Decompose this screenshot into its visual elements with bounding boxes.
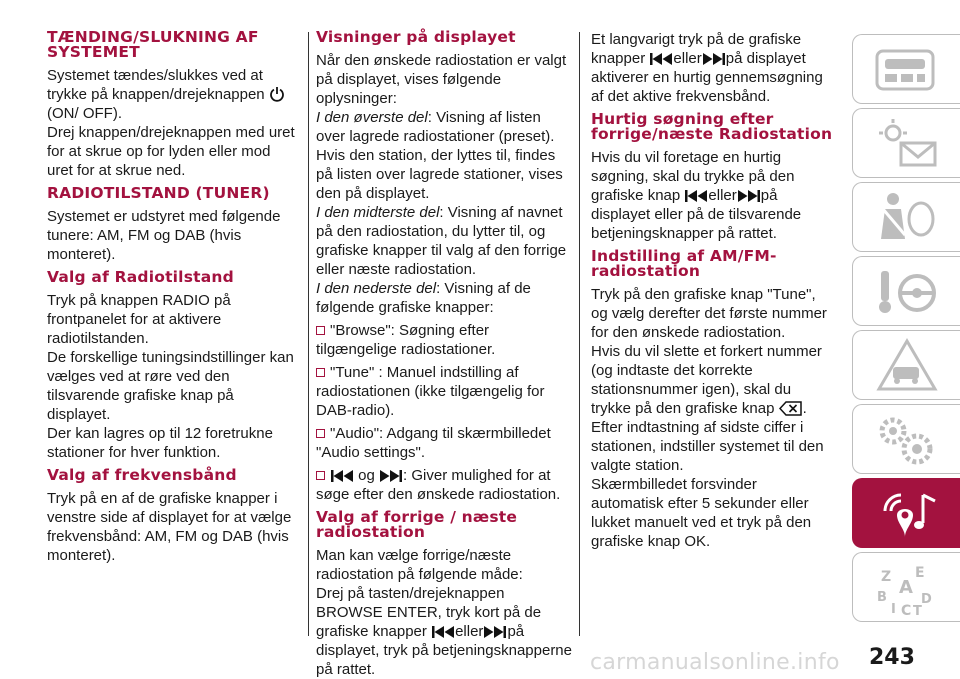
- text: eller: [708, 187, 737, 204]
- next-track-icon: [737, 189, 761, 203]
- svg-text:D: D: [921, 592, 932, 607]
- paragraph: Når den ønskede radiostation er valgt på displayet, vises følgende oplysninger:: [316, 52, 567, 107]
- breakdown-triangle-icon: [871, 337, 943, 395]
- text: (ON/ OFF).: [47, 105, 122, 122]
- heading-valg-radio: Valg af Radiotilstand: [47, 268, 234, 286]
- tab-maintenance[interactable]: [852, 404, 960, 474]
- column-2: [316, 30, 574, 679]
- paragraph: [316, 279, 574, 317]
- tab-emergency[interactable]: [852, 330, 960, 400]
- multimedia-music-icon: [871, 485, 943, 543]
- page-number: 243: [869, 645, 915, 670]
- previous-track-icon: [684, 189, 708, 203]
- bullet-icon: [316, 429, 325, 438]
- column-1: [47, 30, 299, 565]
- svg-text:E: E: [915, 565, 925, 581]
- svg-text:Z: Z: [881, 569, 892, 585]
- text: på displayet eller på de tilsvarende betjeningsknapper på rattet.: [591, 187, 802, 242]
- tab-warning-lights[interactable]: [852, 108, 960, 178]
- bullet-icon: [316, 326, 325, 335]
- label-bottom: I den nederste del: [316, 280, 437, 297]
- heading-frekvens: Valg af frekvensbånd: [47, 466, 237, 484]
- paragraph: [316, 108, 574, 203]
- text: Hvis du vil slette et forkert nummer (og indtaste det korrekte stationsnummer igen), skal du trykke på den grafiske knap: [591, 343, 822, 417]
- heading-tuner: RADIOTILSTAND (TUNER): [47, 184, 270, 202]
- svg-text:I: I: [891, 602, 896, 617]
- tab-safety[interactable]: [852, 182, 960, 252]
- bullet-icon: [316, 368, 325, 377]
- text: : Visning af navnet på den radiostation, du lytter til, og grafiske knapper til valg af den forrige eller næste radiostation.: [316, 204, 567, 278]
- text: Systemet tændes/slukkes ved at trykke på knappen/drejeknappen: [47, 67, 265, 103]
- alphabetical-index-icon: [871, 559, 943, 617]
- paragraph: [316, 203, 574, 279]
- key-steering-wheel-icon: [871, 263, 943, 321]
- paragraph: [316, 584, 574, 679]
- watermark: carmanualsonline.info: [590, 650, 840, 675]
- paragraph: Drej knappen/drejeknappen med uret for at skrue op for lyden eller mod uret for at skrue ned.: [47, 124, 295, 179]
- heading-hurtig: Hurtig søgning efter forrige/næste Radiostation: [591, 110, 833, 143]
- svg-text:B: B: [877, 590, 887, 605]
- power-icon: [269, 86, 285, 102]
- tab-index[interactable]: [852, 552, 960, 622]
- svg-text:T: T: [913, 604, 922, 617]
- seatbelt-airbag-icon: [871, 189, 943, 247]
- bullet-icon: [316, 471, 325, 480]
- text: på displayet, tryk på betjeningsknapperne på rattet.: [316, 623, 572, 678]
- bullet-item: [316, 466, 574, 504]
- svg-text:A: A: [899, 577, 913, 598]
- previous-track-icon: [330, 469, 354, 483]
- paragraph: Efter indtastning af sidste ciffer i stationen, indstiller systemet til den valgte station.: [591, 419, 824, 474]
- tab-multimedia[interactable]: [852, 478, 960, 548]
- text: "Tune" : Manuel indstilling af radiostationen (ikke tilgængelig for DAB-radio).: [316, 364, 545, 419]
- label-middle: I den midterste del: [316, 204, 440, 221]
- text: : Visning af de følgende grafiske knapper:: [316, 280, 531, 316]
- paragraph: De forskellige tuningsindstillinger kan vælges ved at røre ved den tilsvarende grafiske knap på displayet.: [47, 349, 294, 423]
- paragraph: Tryk på en af de grafiske knapper i venstre side af displayet for at vælge frekvensbånd: AM, FM og DAB (hvis monteret).: [47, 490, 292, 564]
- paragraph: Tryk på knappen RADIO på frontpanelet for at aktivere radiotilstanden.: [47, 292, 231, 347]
- warning-light-envelope-icon: [871, 115, 943, 173]
- text: på displayet aktiverer en hurtig gennemsøgning af det aktive frekvensbånd.: [591, 50, 823, 105]
- bullet-item: [316, 363, 574, 420]
- paragraph: [591, 30, 833, 106]
- next-track-icon: [483, 625, 507, 639]
- tab-dashboard[interactable]: [852, 34, 960, 104]
- text: Et langvarigt tryk på de grafiske knapper: [591, 31, 802, 67]
- next-track-icon: [702, 52, 726, 66]
- backspace-icon: [779, 401, 803, 416]
- text: eller: [455, 623, 484, 640]
- paragraph: [591, 342, 833, 418]
- text: og: [358, 467, 375, 484]
- bullet-item: [316, 424, 574, 462]
- heading-forrige: Valg af forrige / næste radiostation: [316, 508, 518, 541]
- heading-visninger: Visninger på displayet: [316, 28, 516, 46]
- text: Hvis du vil foretage en hurtig søgning, skal du trykke på den grafiske knap: [591, 149, 795, 204]
- paragraph: Der kan lagres op til 12 foretrukne stationer for hver funktion.: [47, 425, 273, 461]
- paragraph: [591, 148, 833, 243]
- label-top: I den øverste del: [316, 109, 428, 126]
- column-divider: [579, 32, 580, 636]
- column-3: [591, 30, 833, 551]
- previous-track-icon: [649, 52, 673, 66]
- text: eller: [673, 50, 702, 67]
- column-divider: [308, 32, 309, 636]
- text: .: [802, 400, 807, 417]
- tab-starting-driving[interactable]: [852, 256, 960, 326]
- car-dashboard-icon: [871, 41, 943, 99]
- previous-track-icon: [431, 625, 455, 639]
- next-track-icon: [379, 469, 403, 483]
- text: "Browse": Søgning efter tilgængelige radiostationer.: [316, 322, 496, 358]
- text: "Audio": Adgang til skærmbilledet "Audio settings".: [316, 425, 551, 461]
- heading-system: TÆNDING/SLUKNING AF SYSTEMET: [47, 28, 259, 61]
- svg-text:C: C: [901, 603, 912, 617]
- maintenance-gears-icon: [871, 411, 943, 469]
- text: Drej på tasten/drejeknappen BROWSE ENTER, tryk kort på de grafiske knapper: [316, 585, 542, 640]
- paragraph: Man kan vælge forrige/næste radiostation på følgende måde:: [316, 547, 523, 583]
- paragraph: Tryk på den grafiske knap "Tune", og vælg derefter det første nummer for den ønskede radiostation.: [591, 286, 827, 341]
- text: : Visning af listen over lagrede radiostationer (preset). Hvis den station, der lyttes til, findes på listen over lagrede stationer, vises den på displayet.: [316, 109, 563, 202]
- paragraph: Systemet er udstyret med følgende tunere: AM, FM og DAB (hvis monteret).: [47, 208, 281, 263]
- bullet-item: [316, 321, 574, 359]
- text: : Giver mulighed for at søge efter den ønskede radiostation.: [316, 467, 561, 503]
- paragraph: [47, 66, 299, 123]
- paragraph: Skærmbilledet forsvinder automatisk efter 5 sekunder eller lukket manuelt ved et tryk på den grafiske knap OK.: [591, 476, 812, 550]
- heading-indstilling: Indstilling af AM/FM-radiostation: [591, 247, 777, 280]
